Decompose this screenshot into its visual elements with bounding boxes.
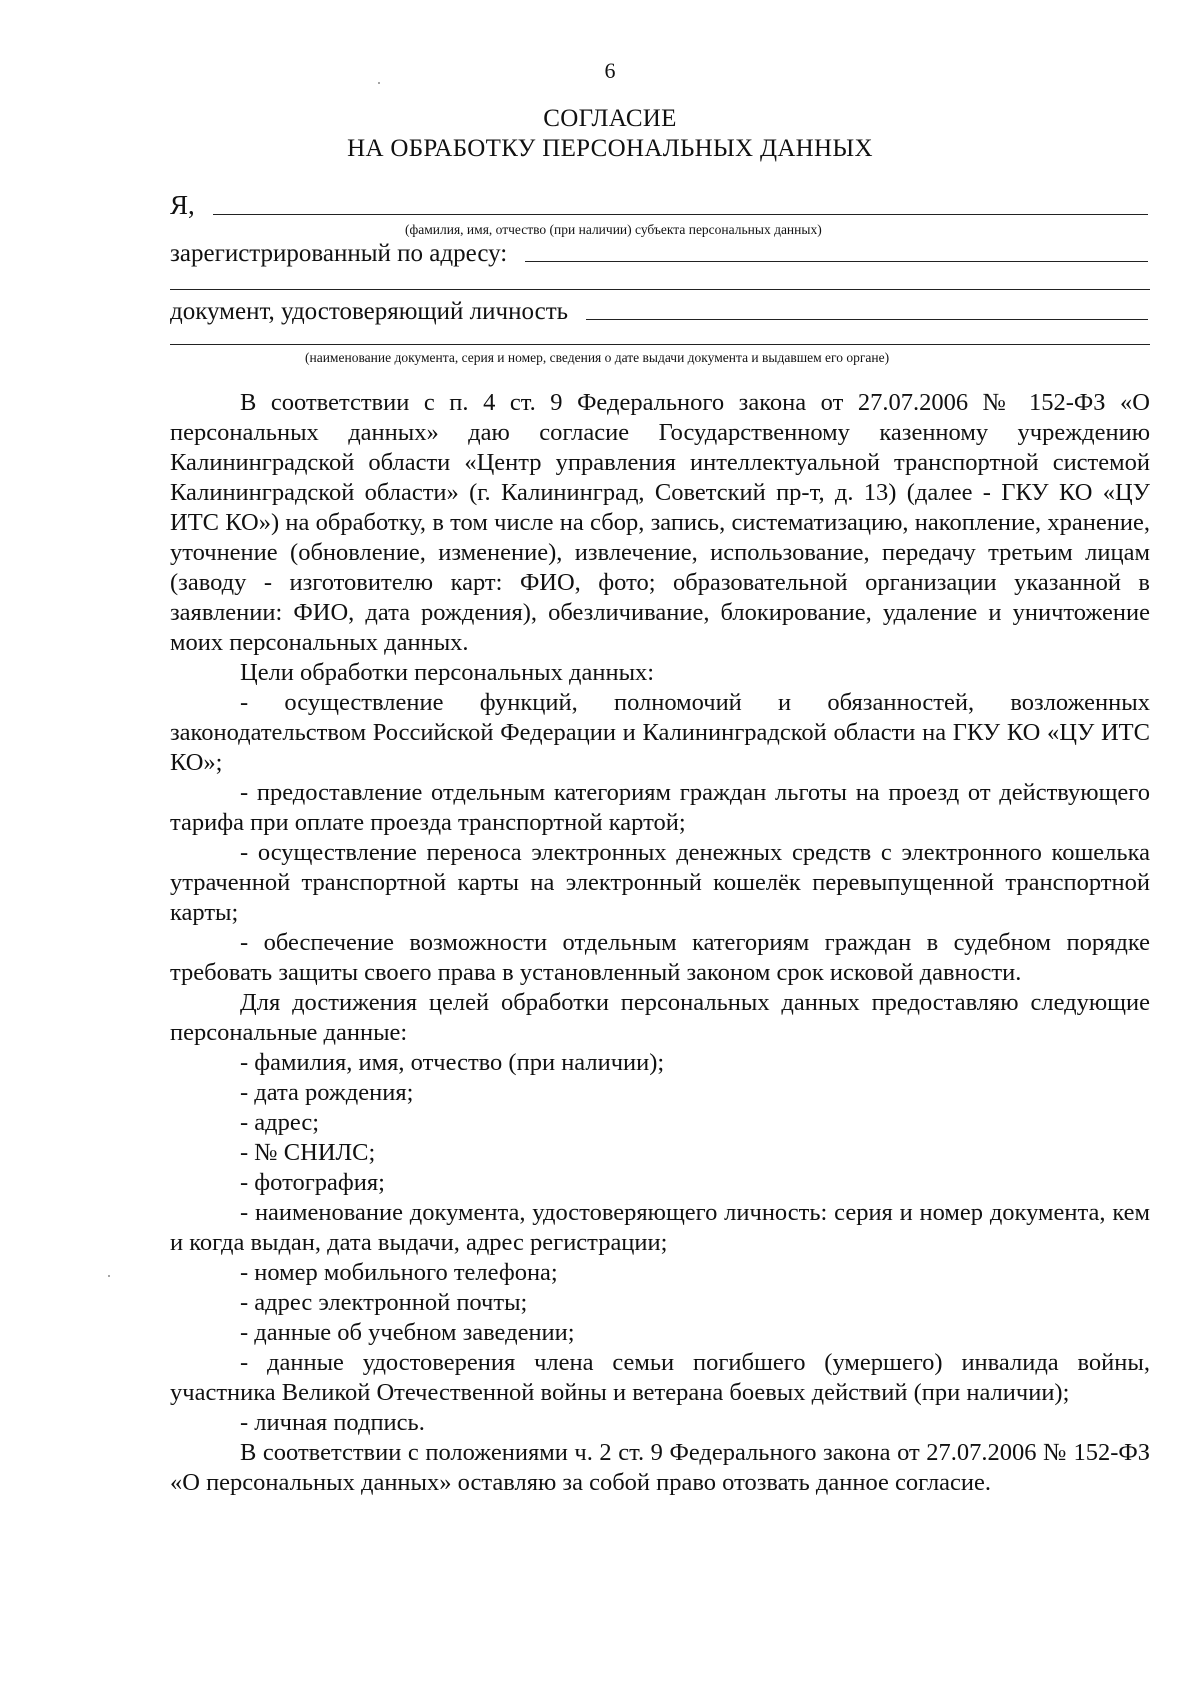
title-line-2: НА ОБРАБОТКУ ПЕРСОНАЛЬНЫХ ДАННЫХ: [347, 135, 873, 162]
consent-paragraph: В соответствии с п. 4 ст. 9 Федерального закона от 27.07.2006 № 152-ФЗ «О персональных данных» даю согласие Государственному казенному учреждению Калининградской области «Центр управления интеллектуальной транспортной системой Калининградской области» (г. Калининград, Советский пр-т, д. 13) (далее - ГКУ КО «ЦУ ИТС КО») на обработку, в том числе на сбор, запись, систематизацию, накопление, хранение, уточнение (обновление, изменение), извлечение, использование, передачу третьим лицам (заводу - изготовителю карт: ФИО, фото; образовательной организации указанной в заявлении: ФИО, дата рождения), обезличивание, блокирование, удаление и уничтожение моих персональных данных.: [170, 389, 1150, 656]
i-label: Я,: [170, 190, 195, 220]
data-item: - дата рождения;: [240, 1079, 414, 1106]
address-field-row: [170, 240, 1148, 268]
revocation-paragraph: В соответствии с положениями ч. 2 ст. 9 Федерального закона от 27.07.2006 № 152-ФЗ «О персональных данных» оставляю за собой право отозвать данное согласие.: [170, 1439, 1150, 1496]
document-label: документ, удостоверяющий личность: [170, 298, 569, 325]
name-field-row: [170, 190, 1148, 221]
data-item: - фамилия, имя, отчество (при наличии);: [240, 1049, 665, 1076]
document-continuation-line[interactable]: [170, 344, 1150, 345]
goal-item: - осуществление функций, полномочий и обязанностей, возложенных законодательством Российской Федерации и Калининградской области на ГКУ КО «ЦУ ИТС КО»;: [170, 689, 1150, 776]
data-item: - личная подпись.: [240, 1409, 425, 1436]
document-field-row: [170, 298, 1148, 326]
goals-heading: Цели обработки персональных данных:: [240, 659, 655, 686]
address-continuation-line[interactable]: [170, 289, 1150, 290]
data-item: - данные удостоверения члена семьи погибшего (умершего) инвалида войны, участника Великой Отечественной войны и ветерана боевых действий (при наличии);: [170, 1349, 1150, 1406]
data-item: - адрес электронной почты;: [240, 1289, 528, 1316]
document-blank-line[interactable]: [586, 318, 1148, 320]
title-line-1: СОГЛАСИЕ: [543, 105, 677, 132]
address-blank-line[interactable]: [525, 260, 1148, 262]
data-item: - данные об учебном заведении;: [240, 1319, 575, 1346]
goal-item: - предоставление отдельным категориям граждан льготы на проезд от действующего тарифа при оплате проезда транспортной картой;: [170, 779, 1150, 836]
data-item: - наименование документа, удостоверяющего личность: серия и номер документа, кем и когда выдан, дата выдачи, адрес регистрации;: [170, 1199, 1150, 1256]
consent-body: [170, 388, 1150, 1498]
goal-item: - осуществление переноса электронных денежных средств с электронного кошелька утраченной транспортной карты на электронный кошелёк перевыпущенной транспортной карты;: [170, 839, 1150, 926]
goal-item: - обеспечение возможности отдельным категориям граждан в судебном порядке требовать защиты своего права в установленный законом срок исковой давности.: [170, 929, 1150, 986]
page-number: 6: [604, 58, 616, 83]
document-hint: (наименование документа, серия и номер, сведения о дате выдачи документа и выдавшем его органе): [305, 350, 890, 365]
document-title: [0, 104, 1200, 164]
data-item: - № СНИЛС;: [240, 1139, 376, 1166]
data-item: - адрес;: [240, 1109, 320, 1136]
address-label: зарегистрированный по адресу:: [170, 240, 508, 267]
name-blank-line[interactable]: [213, 213, 1148, 215]
name-hint: (фамилия, имя, отчество (при наличии) субъекта персональных данных): [405, 222, 822, 237]
data-item: - номер мобильного телефона;: [240, 1259, 558, 1286]
scan-speck: [108, 1275, 110, 1277]
scan-speck: [378, 82, 380, 84]
data-item: - фотография;: [240, 1169, 385, 1196]
data-heading: Для достижения целей обработки персональных данных предоставляю следующие персональные данные:: [170, 989, 1150, 1046]
